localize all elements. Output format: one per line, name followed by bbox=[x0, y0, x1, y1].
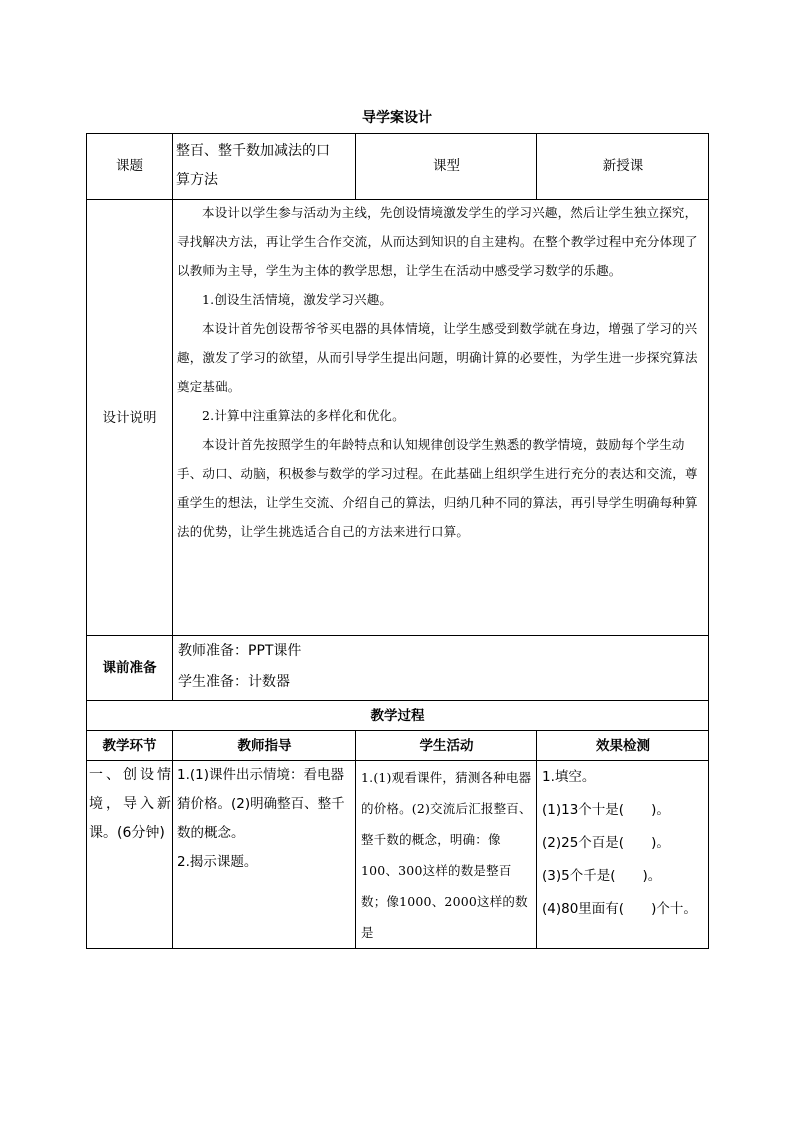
check-item: (3)5个千是( )。 bbox=[542, 868, 662, 884]
student-activity-cell: 1.(1)观看课件，猜测各种电器的价格。(2)交流后汇报整百、整千数的概念，明确：像100、300这样的数是整百数；像1000、2000这样的数是 bbox=[361, 770, 532, 940]
lesson-plan-table bbox=[86, 133, 709, 949]
column-header-student: 学生活动 bbox=[419, 737, 474, 754]
type-label: 课型 bbox=[433, 158, 460, 174]
teacher-guidance-cell bbox=[177, 761, 353, 947]
check-item: (4)80里面有( )个十。 bbox=[542, 901, 697, 917]
effect-check-cell bbox=[542, 761, 709, 947]
prep-label: 课前准备 bbox=[102, 660, 157, 676]
design-paragraph: 1.创设生活情境，激发学习兴趣。 bbox=[202, 292, 393, 307]
check-item: 1.填空。 bbox=[542, 769, 596, 785]
check-item: (2)25个百是( )。 bbox=[542, 835, 670, 851]
teacher-prep: 教师准备：PPT课件 bbox=[178, 643, 302, 659]
teacher-step: 2.揭示课题。 bbox=[177, 854, 258, 870]
check-item: (1)13个十是( )。 bbox=[542, 802, 670, 818]
column-header-check: 效果检测 bbox=[596, 737, 650, 754]
design-paragraph: 本设计首先创设帮爷爷买电器的具体情境，让学生感受到数学就在身边，增强了学习的兴趣，激发了学习的欲望，从而引导学生提出问题，明确计算的必要性，为学生进一步探究算法奠定基础。 bbox=[177, 321, 698, 394]
column-header-stage: 教学环节 bbox=[102, 737, 157, 754]
prep-content bbox=[178, 636, 703, 700]
student-prep: 学生准备：计数器 bbox=[178, 674, 290, 690]
course-title-line1: 整百、整千数加减法的口 bbox=[176, 143, 330, 159]
course-label: 课题 bbox=[116, 158, 143, 174]
course-title-line2: 算方法 bbox=[176, 172, 218, 188]
teacher-step: 1.(1)课件出示情境：看电器猜价格。(2)明确整百、整千数的概念。 bbox=[177, 767, 345, 841]
course-title bbox=[176, 137, 354, 199]
type-value: 新授课 bbox=[602, 158, 644, 174]
design-description bbox=[177, 198, 703, 634]
process-title: 教学过程 bbox=[370, 707, 425, 724]
column-header-teacher: 教师指导 bbox=[237, 737, 292, 754]
design-paragraph: 2.计算中注重算法的多样化和优化。 bbox=[202, 408, 405, 423]
design-paragraph: 本设计首先按照学生的年龄特点和认知规律创设学生熟悉的教学情境，鼓励每个学生动手、动口、动脑，积极参与数学的学习过程。在此基础上组织学生进行充分的表达和交流，尊重学生的想法，让学生交流、介绍自己的算法，归纳几种不同的算法，再引导学生明确每种算法的优势，让学生挑选适合自己的方法来进行口算。 bbox=[177, 437, 698, 539]
document-title: 导学案设计 bbox=[362, 110, 432, 126]
stage-cell: 一、创设情境，导入新课。(6分钟) bbox=[89, 767, 171, 841]
design-paragraph: 本设计以学生参与活动为主线，先创设情境激发学生的学习兴趣，然后让学生独立探究，寻找解决方法，再让学生合作交流，从而达到知识的自主建构。在整个教学过程中充分体现了以教师为主导，学生为主体的教学思想，让学生在活动中感受学习数学的乐趣。 bbox=[177, 205, 698, 278]
design-label: 设计说明 bbox=[102, 409, 157, 426]
